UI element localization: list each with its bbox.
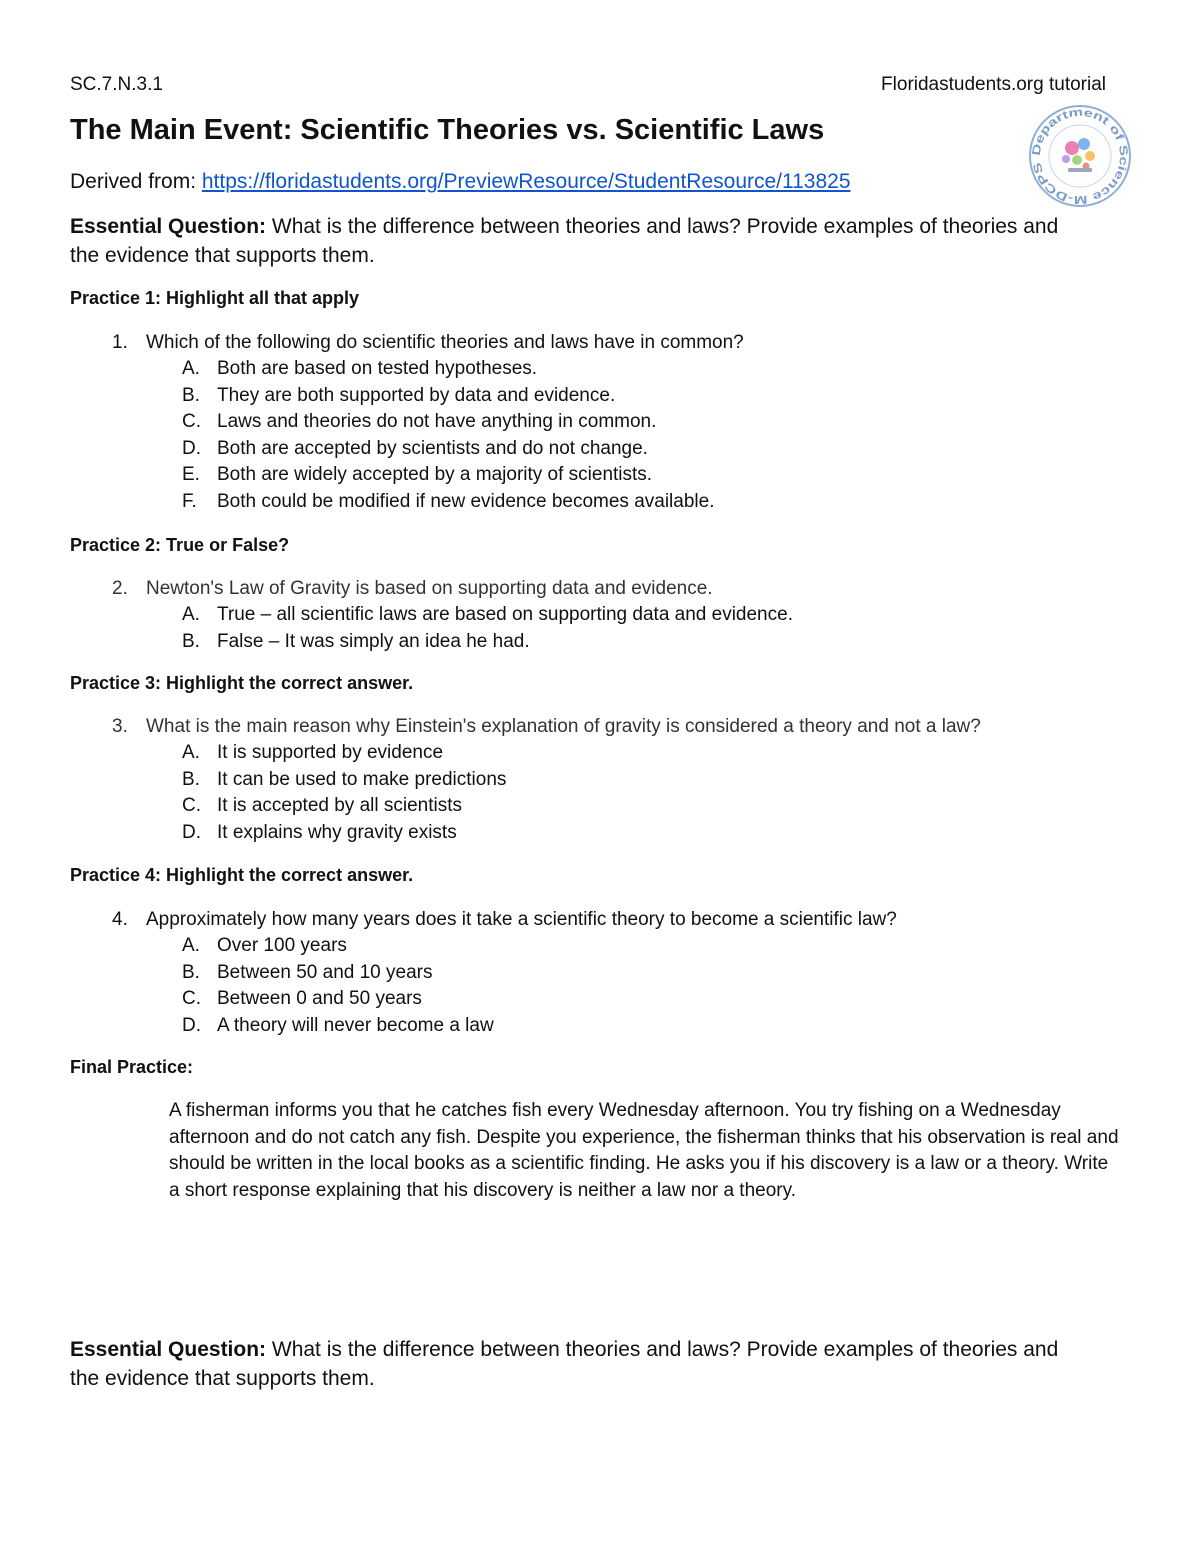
source-link[interactable]: https://floridastudents.org/PreviewResource/StudentResource/113825 — [201, 170, 851, 193]
header-source: Floridastudents.org tutorial — [881, 74, 1106, 95]
question-text: Which of the following do scientific theories and laws have in common? — [146, 332, 744, 353]
question-text: Newton's Law of Gravity is based on supporting data and evidence. — [146, 578, 713, 599]
question-1 — [112, 332, 744, 354]
question-number: 4. — [112, 909, 128, 930]
option-b[interactable]: B. They are both supported by data and evidence. — [182, 384, 616, 406]
question-number: 1. — [112, 332, 128, 353]
essential-question-label: Essential Question: — [70, 1338, 267, 1361]
question-4-options — [182, 933, 494, 1039]
question-1-options — [182, 356, 714, 515]
question-3 — [112, 716, 981, 738]
essential-question-bottom — [70, 1335, 1080, 1393]
final-practice-heading: Final Practice: — [70, 1057, 194, 1077]
svg-text:Department of Science M-DCPS: Department of Science M-DCPS — [1030, 106, 1130, 206]
question-text: What is the main reason why Einstein's explanation of gravity is considered a theory and not a law? — [146, 716, 981, 737]
final-practice-prompt: A fisherman informs you that he catches fish every Wednesday afternoon. You try fishing on a Wednesday afternoon and do not catch any fish. Despite you experience, the fisherman thinks that his observation is real and should be written in the local books as a scientific finding. He asks you if his discovery is a law or a theory. Write a short response explaining that his discovery is neither a law nor a theory. — [169, 1100, 1119, 1201]
standard-code: SC.7.N.3.1 — [70, 74, 163, 95]
essential-question-label: Essential Question: — [70, 215, 267, 238]
option-e[interactable]: E. Both are widely accepted by a majority of scientists. — [182, 464, 653, 485]
question-3-options — [182, 740, 506, 846]
essential-question-text: What is the difference between theories and laws? Provide examples of theories and the evidence that supports them. — [70, 215, 1059, 267]
option-f[interactable]: F. Both could be modified if new evidence becomes available. — [182, 490, 715, 512]
practice-3-heading: Practice 3: Highlight the correct answer. — [70, 673, 414, 693]
option-d[interactable]: D. Both are accepted by scientists and do not change. — [182, 437, 648, 459]
question-number: 3. — [112, 716, 128, 737]
practice-1-heading: Practice 1: Highlight all that apply — [70, 288, 360, 308]
question-4 — [112, 909, 897, 931]
option-d[interactable]: D. It explains why gravity exists — [182, 821, 457, 843]
option-c[interactable]: C. Laws and theories do not have anything in common. — [182, 411, 657, 432]
option-a[interactable]: A. It is supported by evidence — [182, 742, 444, 763]
option-c[interactable]: C. It is accepted by all scientists — [182, 795, 462, 816]
option-a[interactable]: A. True – all scientific laws are based on supporting data and evidence. — [182, 604, 793, 625]
question-text: Approximately how many years does it take a scientific theory to become a scientific law? — [146, 909, 897, 930]
practice-4-heading: Practice 4: Highlight the correct answer. — [70, 865, 414, 885]
option-a[interactable]: A. Over 100 years — [182, 935, 347, 956]
page-title: The Main Event: Scientific Theories vs. Scientific Laws — [70, 114, 825, 146]
option-d[interactable]: D. A theory will never become a law — [182, 1014, 494, 1036]
essential-question-top — [70, 212, 1080, 270]
essential-question-text: What is the difference between theories and laws? Provide examples of theories and the evidence that supports them. — [70, 1338, 1059, 1390]
option-a[interactable]: A. Both are based on tested hypotheses. — [182, 358, 538, 379]
department-seal-icon — [1028, 104, 1132, 208]
option-b[interactable]: B. Between 50 and 10 years — [182, 961, 433, 983]
derived-label: Derived from: — [70, 170, 202, 193]
question-number: 2. — [112, 578, 128, 599]
option-c[interactable]: C. Between 0 and 50 years — [182, 988, 422, 1009]
question-2-options — [182, 602, 793, 655]
practice-2-heading: Practice 2: True or False? — [70, 535, 290, 555]
option-b[interactable]: B. It can be used to make predictions — [182, 768, 507, 790]
question-2 — [112, 578, 713, 600]
derived-from — [70, 170, 851, 194]
option-b[interactable]: B. False – It was simply an idea he had. — [182, 630, 530, 652]
